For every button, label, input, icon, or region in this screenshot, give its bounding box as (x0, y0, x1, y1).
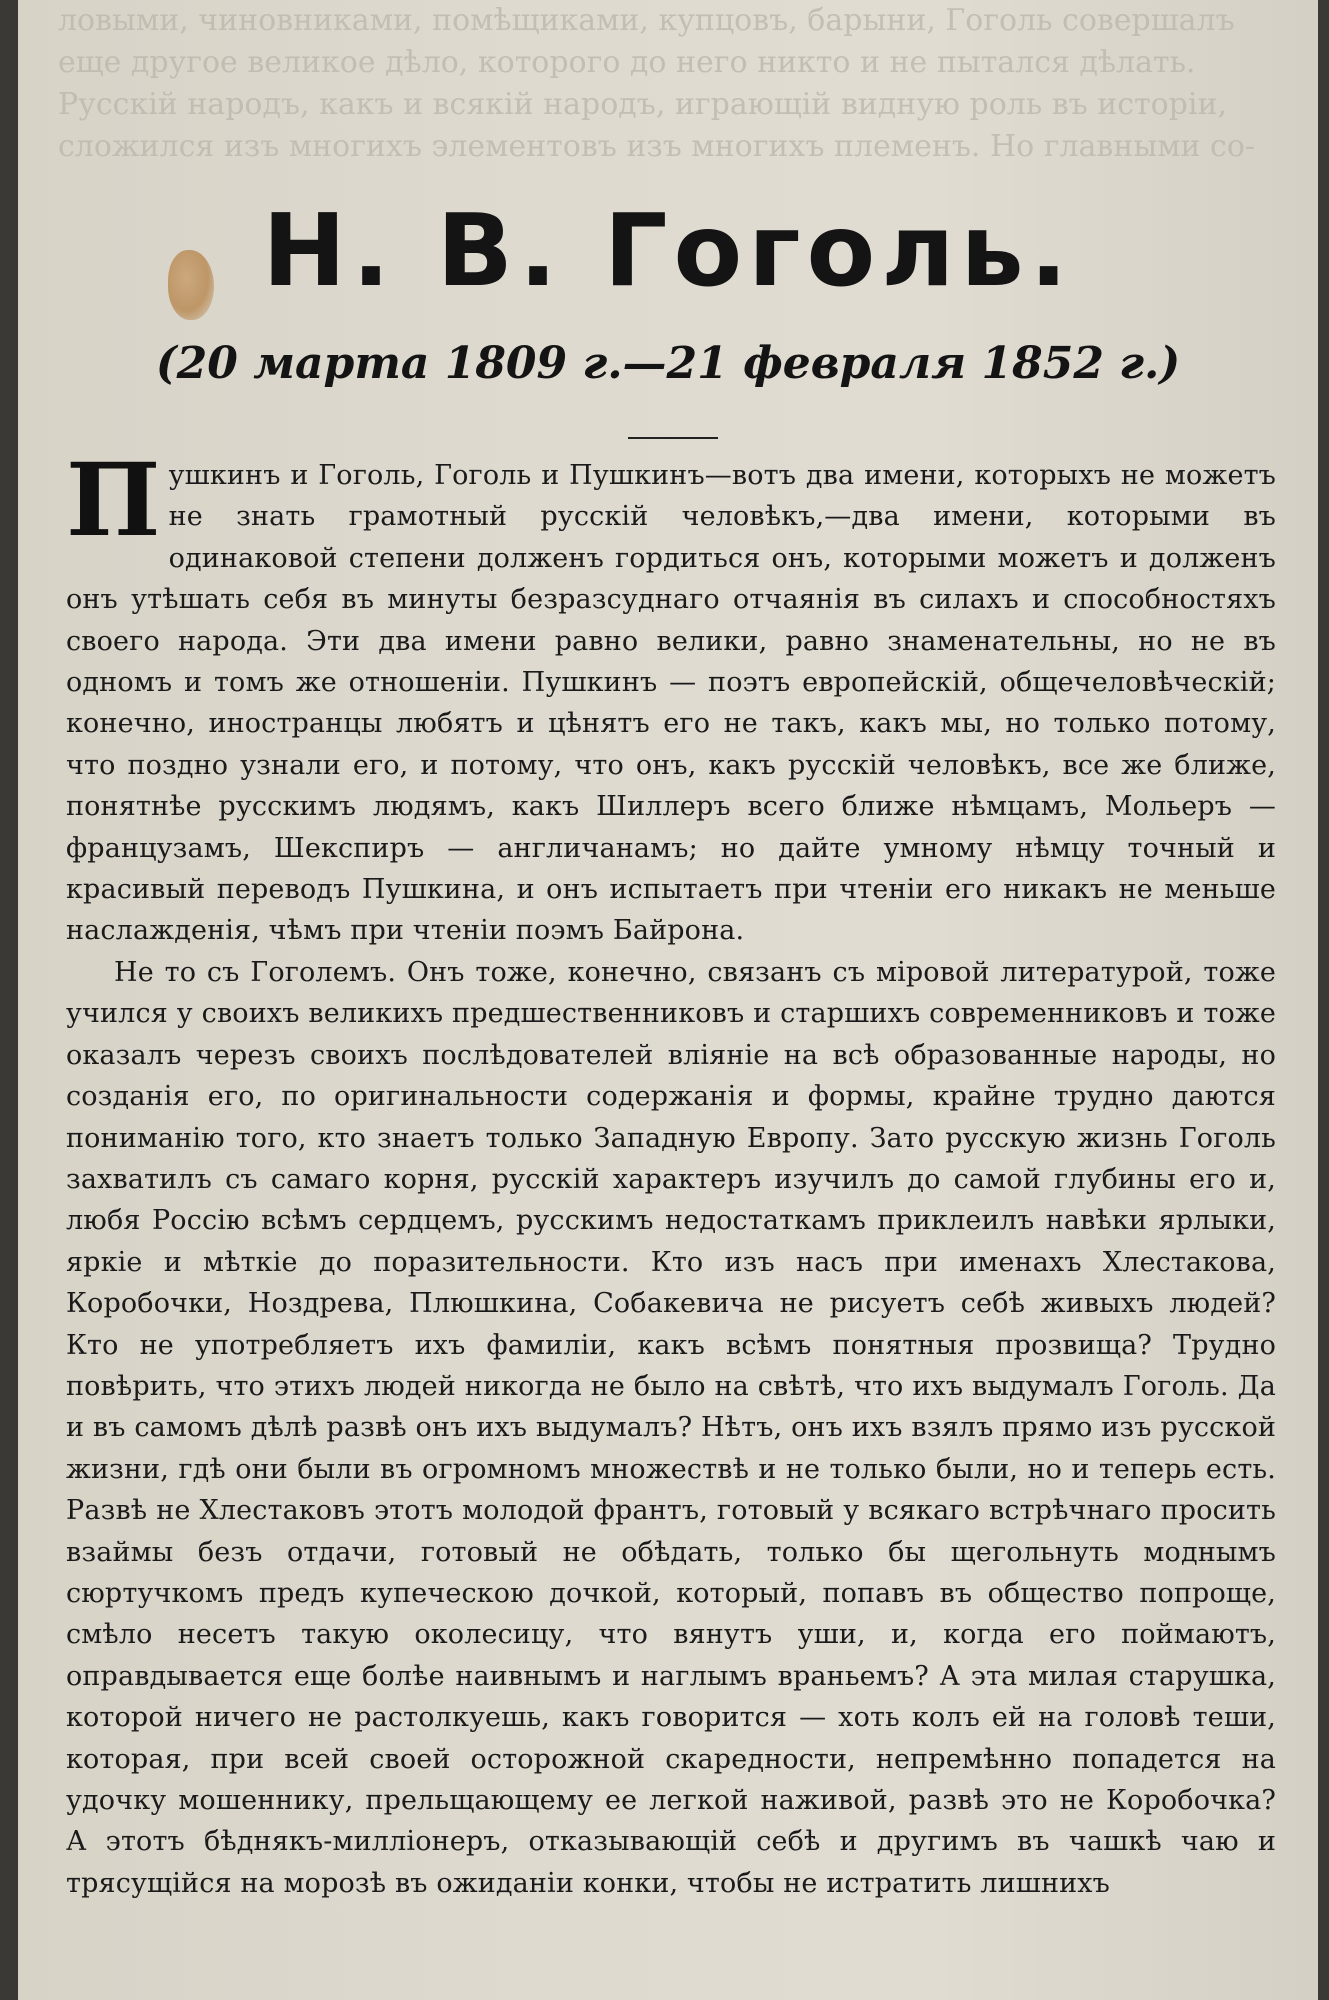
bleed-line: Русскій народъ, какъ и всякій народъ, играющій видную роль въ исторіи, (58, 87, 1227, 122)
bleed-line: сложился изъ многихъ элементовъ изъ многихъ племенъ. Но главными со- (58, 129, 1256, 160)
article-body (66, 441, 1276, 1904)
paragraph-1 (66, 441, 1276, 952)
paragraph-2: Не то съ Гоголемъ. Онъ тоже, конечно, связанъ съ міровой литературой, тоже учился у своихъ великихъ предшественниковъ и старшихъ современниковъ и тоже оказалъ черезъ своихъ послѣдователей вліяніе на всѣ образованные народы, но созданія его, по оригинальности содержанія и формы, крайне трудно даются пониманію того, кто знаетъ только Западную Европу. Зато русскую жизнь Гоголь захватилъ съ самаго корня, русскій характеръ изучилъ до самой глубины его и, любя Россію всѣмъ сердцемъ, русскимъ недостаткамъ приклеилъ навѣки ярлыки, яркіе и мѣткіе до поразительности. Кто изъ насъ при именахъ Хлестакова, Коробочки, Ноздрева, Плюшкина, Собакевича не рисуетъ себѣ живыхъ людей? Кто не употребляетъ ихъ фамиліи, какъ всѣмъ понятныя прозвища? Трудно повѣрить, что этихъ людей никогда не было на свѣтѣ, что ихъ выдумалъ Гоголь. Да и въ самомъ дѣлѣ развѣ онъ ихъ выдумалъ? Нѣтъ, онъ ихъ взялъ прямо изъ русской жизни, гдѣ они были въ огромномъ множествѣ и не только были, но и теперь есть. Развѣ не Хлестаковъ этотъ молодой франтъ, готовый у всякаго встрѣчнаго просить взаймы безъ отдачи, готовый не обѣдать, только бы щегольнуть моднымъ сюртучкомъ предъ купеческою дочкой, который, попавъ въ общество попроще, смѣло несетъ такую околесицу, что вянутъ уши, и, когда его поймаютъ, оправдывается еще болѣе наивнымъ и наглымъ враньемъ? А эта милая старушка, которой ничего не растолкуешь, какъ говорится — хоть колъ ей на головѣ теши, которая, при всей своей осторожной скаредности, непремѣнно попадется на удочку мошеннику, прельщающему ее легкой наживой, развѣ это не Коробочка? А этотъ бѣднякъ-милліонеръ, отказывающій себѣ и другимъ въ чашкѣ чаю и трясущійся на морозѣ въ ожиданіи конки, чтобы не истратить лишнихъ (66, 956, 1276, 1899)
bleed-through-text (58, 0, 1308, 160)
life-dates: (20 марта 1809 г.—21 февраля 1852 г.) (155, 338, 1181, 389)
drop-cap: П (66, 441, 161, 559)
bleed-line: ловыми, чиновниками, помѣщиками, купцовъ, барыни, Гоголь совершалъ (58, 3, 1235, 38)
paragraph-1-text: ушкинъ и Гоголь, Гоголь и Пушкинъ—вотъ два имени, которыхъ не можетъ не знать грамотный русскій человѣкъ,—два имени, которыми въ одинаковой степени долженъ гордиться онъ, которыми можетъ и долженъ онъ утѣшать себя въ минуты безразсуднаго отчаянія въ силахъ и способностяхъ своего народа. Эти два имени равно велики, равно знаменательны, но не въ одномъ и томъ же отношеніи. Пушкинъ — поэтъ европейскій, общечеловѣческій; конечно, иностранцы любятъ и цѣнятъ его не такъ, какъ мы, но только потому, что поздно узнали его, и потому, что онъ, какъ русскій человѣкъ, все же ближе, понятнѣе русскимъ людямъ, какъ Шиллеръ всего ближе нѣмцамъ, Мольеръ — французамъ, Шекспиръ — англичанамъ; но дайте умному нѣмцу точный и красивый переводъ Пушкина, и онъ испытаетъ при чтеніи его никакъ не меньше наслажденія, чѣмъ при чтеніи поэмъ Байрона. (66, 460, 1276, 947)
book-page (18, 0, 1318, 2000)
article-title: Н. В. Гоголь. (262, 192, 1074, 309)
title-divider (628, 437, 718, 439)
bleed-line: еще другое великое дѣло, которого до него никто и не пытался дѣлать. (58, 45, 1196, 80)
